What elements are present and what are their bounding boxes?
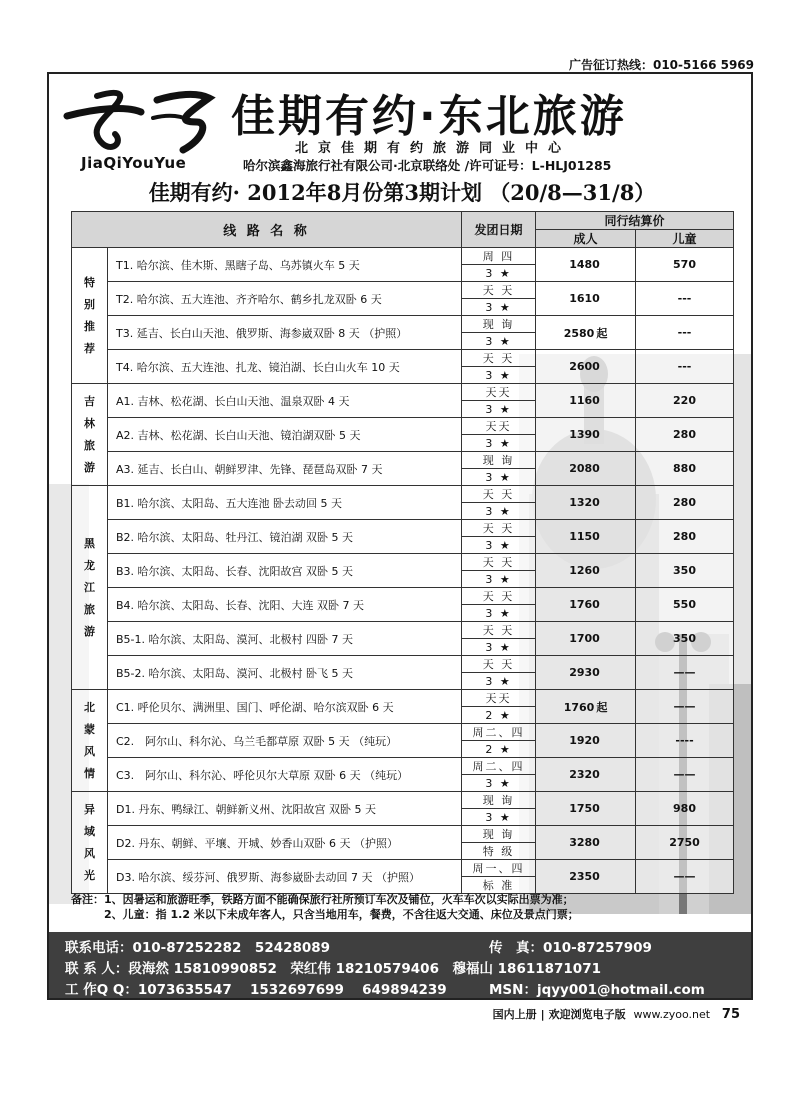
adult-price: [536, 622, 636, 656]
departure-schedule: 天 天: [462, 486, 536, 503]
adult-price: [536, 690, 636, 724]
adult-price: [536, 350, 636, 384]
adult-price-value: 1920: [569, 734, 600, 747]
phone-value[interactable]: 010-87252282 52428089: [132, 940, 331, 956]
note-line-2: 2、儿童：指 1.2 米以下未成年客人，只含当地用车，餐费，不含往返大交通、床位及景点门票；: [71, 908, 579, 921]
departure-schedule: 天 天: [462, 588, 536, 605]
departure-schedule: 天 天: [462, 350, 536, 367]
table-row: [72, 350, 734, 367]
adult-price: [536, 248, 636, 282]
child-price: 570: [636, 248, 734, 282]
plan-title: 佳期有约· 2012年8月份第3期计划 （20/8—31/8）: [148, 180, 656, 205]
qq-label: 工 作Q Q：: [65, 982, 138, 998]
adult-price-note: 起: [596, 326, 608, 340]
page-number: 75: [721, 1007, 740, 1022]
child-price: ----: [636, 724, 734, 758]
adult-price-value: 1750: [569, 802, 600, 815]
table-row: [72, 826, 734, 843]
adult-price-value: 1700: [569, 632, 600, 645]
table-row: [72, 520, 734, 537]
child-price: ——: [636, 758, 734, 792]
table-row: [72, 316, 734, 333]
departure-schedule: 天天: [462, 384, 536, 401]
route-name: T1. 哈尔滨、佳木斯、黑瞎子岛、乌苏镇火车 5 天: [108, 248, 462, 282]
route-name: T3. 延吉、长白山天池、俄罗斯、海参崴双卧 8 天 （护照）: [108, 316, 462, 350]
person-value[interactable]: 段海然 15810990852 荣红伟 18210579406 穆福山 18611871071: [128, 961, 601, 977]
departure-schedule: 天 天: [462, 520, 536, 537]
table-row: [72, 282, 734, 299]
departure-schedule: 现 询: [462, 792, 536, 809]
departure-schedule: 周二、四: [462, 724, 536, 741]
adult-price-value: 3280: [569, 836, 600, 849]
adult-price-value: 2080: [569, 462, 600, 475]
departure-schedule: 周一、四: [462, 860, 536, 877]
route-name: B1. 哈尔滨、太阳岛、五大连池 卧去动回 5 天: [108, 486, 462, 520]
adult-price-value: 2320: [569, 768, 600, 781]
category-label: [72, 690, 108, 792]
footer-section: 国内上册: [492, 1008, 537, 1021]
route-name: B3. 哈尔滨、太阳岛、长春、沈阳故宫 双卧 5 天: [108, 554, 462, 588]
adult-price-value: 2350: [569, 870, 600, 883]
hotel-grade: 3 ★: [462, 299, 536, 316]
adult-price-value: 2930: [569, 666, 600, 679]
category-label: [72, 384, 108, 486]
hotel-grade: 特 级: [462, 843, 536, 860]
table-row: [72, 554, 734, 571]
adult-price-value: 1760: [569, 598, 600, 611]
category-name: 特别推荐: [84, 275, 95, 355]
logo-text: JiaQiYouYue: [81, 154, 187, 172]
price-table-body: [72, 248, 734, 894]
table-row: [72, 690, 734, 707]
hotel-grade: 3 ★: [462, 775, 536, 792]
hotel-grade: 2 ★: [462, 741, 536, 758]
adult-price: [536, 486, 636, 520]
table-row: [72, 724, 734, 741]
child-price: 980: [636, 792, 734, 826]
adult-price: [536, 758, 636, 792]
adult-price-value: 2580: [563, 326, 595, 340]
category-name: 黑龙江旅游: [84, 536, 95, 638]
fax-label: 传 真：: [489, 940, 543, 956]
hotel-grade: 3 ★: [462, 639, 536, 656]
child-price: 220: [636, 384, 734, 418]
departure-schedule: 周二、四: [462, 758, 536, 775]
adult-price-note: 起: [596, 700, 608, 714]
adult-price: [536, 656, 636, 690]
route-name: A2. 吉林、松花湖、长白山天池、镜泊湖双卧 5 天: [108, 418, 462, 452]
child-price: ---: [636, 316, 734, 350]
child-price: 550: [636, 588, 734, 622]
child-price: 280: [636, 418, 734, 452]
child-price: ——: [636, 690, 734, 724]
fax-value[interactable]: 010-87257909: [543, 940, 652, 956]
hotel-grade: 2 ★: [462, 707, 536, 724]
hotel-grade: 3 ★: [462, 401, 536, 418]
route-name: C3. 阿尔山、科尔沁、呼伦贝尔大草原 双卧 6 天 （纯玩）: [108, 758, 462, 792]
route-name: T2. 哈尔滨、五大连池、齐齐哈尔、鹤乡扎龙双卧 6 天: [108, 282, 462, 316]
adult-price: [536, 792, 636, 826]
route-name: C2. 阿尔山、科尔沁、乌兰毛都草原 双卧 5 天 （纯玩）: [108, 724, 462, 758]
brochure-frame: [47, 72, 753, 1000]
child-price: 280: [636, 520, 734, 554]
departure-schedule: 周 四: [462, 248, 536, 265]
ad-hotline: 广告征订热线：010-5166 5969: [568, 58, 754, 72]
adult-price: [536, 554, 636, 588]
route-name: A3. 延吉、长白山、朝鲜罗津、先锋、琵琶岛双卧 7 天: [108, 452, 462, 486]
hotel-grade: 3 ★: [462, 605, 536, 622]
departure-schedule: 天 天: [462, 656, 536, 673]
footer-url[interactable]: www.zyoo.net: [633, 1008, 711, 1021]
route-name: D1. 丹东、鸭绿江、朝鲜新义州、沈阳故宫 双卧 5 天: [108, 792, 462, 826]
route-name: B4. 哈尔滨、太阳岛、长春、沈阳、大连 双卧 7 天: [108, 588, 462, 622]
child-price: 880: [636, 452, 734, 486]
table-row: [72, 588, 734, 605]
route-name: D2. 丹东、朝鲜、平壤、开城、妙香山双卧 6 天 （护照）: [108, 826, 462, 860]
qq-value[interactable]: 1073635547 1532697699 649894239: [137, 982, 447, 998]
route-name: B2. 哈尔滨、太阳岛、牡丹江、镜泊湖 双卧 5 天: [108, 520, 462, 554]
adult-price: [536, 826, 636, 860]
departure-schedule: 天 天: [462, 554, 536, 571]
hotel-grade: 标 准: [462, 877, 536, 894]
phone-label: 联系电话：: [65, 940, 133, 956]
departure-schedule: 现 询: [462, 452, 536, 469]
departure-schedule: 天 天: [462, 622, 536, 639]
adult-price-value: 1320: [569, 496, 600, 509]
route-name: B5-2. 哈尔滨、太阳岛、漠河、北极村 卧飞 5 天: [108, 656, 462, 690]
company-license: 哈尔滨鑫海旅行社有限公司·北京联络处 /许可证号：L-HLJ01285: [243, 158, 612, 173]
adult-price: [536, 860, 636, 894]
adult-price-value: 1150: [569, 530, 600, 543]
hotel-grade: 3 ★: [462, 265, 536, 282]
departure-schedule: 天 天: [462, 282, 536, 299]
page-footer: 国内上册 | 欢迎浏览电子版 www.zyoo.net 75: [492, 1007, 740, 1022]
route-name: T4. 哈尔滨、五大连池、扎龙、镜泊湖、长白山火车 10 天: [108, 350, 462, 384]
person-label: 联 系 人：: [65, 961, 129, 977]
departure-schedule: 天天: [462, 690, 536, 707]
contact-person-row: [65, 957, 601, 977]
hotel-grade: 3 ★: [462, 503, 536, 520]
category-label: [72, 248, 108, 384]
hotel-grade: 3 ★: [462, 571, 536, 588]
route-name: D3. 哈尔滨、绥芬河、俄罗斯、海参崴卧去动回 7 天 （护照）: [108, 860, 462, 894]
child-header: 儿童: [636, 230, 734, 248]
adult-price-value: 1390: [569, 428, 600, 441]
child-price: ---: [636, 350, 734, 384]
msn-row: [489, 978, 705, 998]
hotel-grade: 3 ★: [462, 673, 536, 690]
table-row: [72, 248, 734, 265]
adult-price: [536, 588, 636, 622]
hotel-grade: 3 ★: [462, 333, 536, 350]
adult-price: [536, 520, 636, 554]
adult-price: [536, 384, 636, 418]
table-row: [72, 792, 734, 809]
main-title: 佳期有约·东北旅游: [231, 91, 627, 142]
table-row: [72, 622, 734, 639]
adult-header: 成人: [536, 230, 636, 248]
departure-schedule: 现 询: [462, 316, 536, 333]
table-row: [72, 860, 734, 877]
adult-price: [536, 724, 636, 758]
footer-promo: 欢迎浏览电子版: [548, 1008, 626, 1021]
fax-row: [489, 936, 652, 956]
category-label: [72, 486, 108, 690]
note-line-1: 备注：1、因暑运和旅游旺季，铁路方面不能确保旅行社所预订车次及铺位，火车车次以实际出票为准；: [71, 893, 574, 906]
adult-price: [536, 452, 636, 486]
adult-price: [536, 418, 636, 452]
category-name: 异域风光: [84, 802, 95, 882]
hotel-grade: 3 ★: [462, 809, 536, 826]
departure-schedule: 天天: [462, 418, 536, 435]
route-header: 线 路 名 称: [72, 212, 462, 248]
table-row: [72, 758, 734, 775]
logo-calligraphy-icon: [57, 78, 227, 158]
hotel-grade: 3 ★: [462, 469, 536, 486]
table-row: [72, 656, 734, 673]
route-name: C1. 呼伦贝尔、满洲里、国门、呼伦湖、哈尔滨双卧 6 天: [108, 690, 462, 724]
adult-price: [536, 282, 636, 316]
price-group-header: 同行结算价: [536, 212, 734, 230]
departure-schedule: 现 询: [462, 826, 536, 843]
departure-header: 发团日期: [462, 212, 536, 248]
contact-bar: [49, 932, 751, 998]
category-label: [72, 792, 108, 894]
sub-title: 北京佳期有约旅游同业中心: [295, 141, 572, 156]
child-price: ——: [636, 656, 734, 690]
hotel-grade: 3 ★: [462, 537, 536, 554]
msn-value[interactable]: jqyy001@hotmail.com: [536, 982, 705, 998]
adult-price-value: 1260: [569, 564, 600, 577]
table-row: [72, 418, 734, 435]
route-name: A1. 吉林、松花湖、长白山天池、温泉双卧 4 天: [108, 384, 462, 418]
msn-label: MSN：: [489, 982, 537, 998]
route-name: B5-1. 哈尔滨、太阳岛、漠河、北极村 四卧 7 天: [108, 622, 462, 656]
adult-price: [536, 316, 636, 350]
hotel-grade: 3 ★: [462, 435, 536, 452]
qq-row: [65, 978, 447, 998]
table-row: [72, 384, 734, 401]
adult-price-value: 1610: [569, 292, 600, 305]
child-price: 280: [636, 486, 734, 520]
child-price: 350: [636, 622, 734, 656]
table-row: [72, 452, 734, 469]
table-row: [72, 486, 734, 503]
notes: [71, 892, 733, 922]
child-price: 350: [636, 554, 734, 588]
category-name: 北蒙风情: [84, 700, 95, 780]
child-price: ——: [636, 860, 734, 894]
adult-price-value: 1160: [569, 394, 600, 407]
adult-price-value: 1760: [563, 700, 595, 714]
category-name: 吉林旅游: [84, 394, 95, 474]
child-price: ---: [636, 282, 734, 316]
child-price: 2750: [636, 826, 734, 860]
phone-row: [65, 936, 330, 956]
adult-price-value: 1480: [569, 258, 600, 271]
price-table: [71, 211, 734, 894]
hotel-grade: 3 ★: [462, 367, 536, 384]
adult-price-value: 2600: [569, 360, 600, 373]
